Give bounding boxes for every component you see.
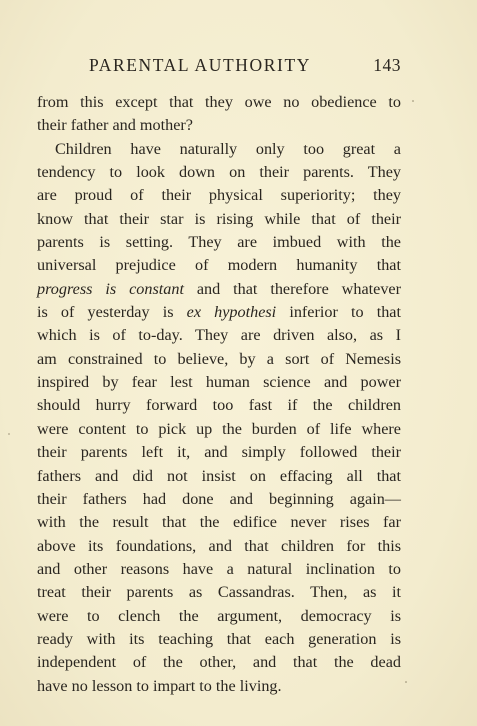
paper-speck — [412, 100, 414, 102]
text-segment: Children have naturally only too great a — [55, 139, 401, 158]
text-line — [37, 138, 401, 161]
running-title: PARENTAL AUTHORITY — [89, 55, 312, 75]
text-line — [37, 418, 401, 441]
italic-phrase: progress is constant — [37, 279, 184, 298]
text-segment: independent of the other, and that the dead — [37, 653, 401, 672]
text-segment: should hurry forward too fast if the children — [37, 396, 401, 415]
text-line — [37, 254, 401, 277]
text-segment: were to clench the argument, democracy is — [37, 606, 401, 625]
text-line — [37, 441, 401, 464]
text-line — [37, 394, 401, 417]
text-line — [37, 488, 401, 511]
text-line — [37, 371, 401, 394]
text-line — [37, 651, 401, 674]
text-segment: have no lesson to impart to the living. — [37, 676, 282, 695]
text-line — [37, 278, 401, 301]
text-line — [37, 465, 401, 488]
text-line — [37, 208, 401, 231]
text-segment: their fathers had done and beginning again— — [37, 489, 401, 508]
text-segment: were content to pick up the burden of life where — [37, 419, 401, 438]
text-segment: and other reasons have a natural inclination to — [37, 559, 401, 578]
paper-speck — [8, 433, 10, 435]
page-number: 143 — [373, 55, 401, 75]
text-line — [37, 348, 401, 371]
text-segment: inspired by fear lest human science and power — [37, 373, 401, 392]
text-line — [37, 558, 401, 581]
text-line — [37, 511, 401, 534]
paper-speck — [405, 681, 407, 683]
text-line — [37, 675, 401, 698]
text-segment: which is of to-day. They are driven also, as I — [37, 326, 401, 345]
text-line — [37, 161, 401, 184]
text-segment: know that their star is rising while that of their — [37, 209, 401, 228]
text-segment: are proud of their physical superiority; they — [37, 186, 401, 205]
text-segment: their parents left it, and simply followed their — [37, 443, 401, 462]
text-line — [37, 535, 401, 558]
text-segment: is of yesterday is — [37, 303, 187, 322]
text-line — [37, 301, 401, 324]
text-line — [37, 324, 401, 347]
text-segment: treat their parents as Cassandras. Then, as it — [37, 583, 401, 602]
text-line — [37, 605, 401, 628]
text-line — [37, 628, 401, 651]
text-segment: and that therefore whatever — [183, 279, 401, 298]
text-segment: ready with its teaching that each generation is — [37, 629, 401, 648]
text-segment: from this except that they owe no obedience to — [37, 93, 401, 111]
page-header — [37, 55, 401, 79]
text-segment: with the result that the edifice never rises far — [37, 513, 401, 532]
text-line — [37, 184, 401, 207]
text-segment: parents is setting. They are imbued with the — [37, 233, 401, 252]
text-line — [37, 91, 401, 114]
text-segment: above its foundations, and that children for this — [37, 536, 401, 555]
text-segment: universal prejudice of modern humanity that — [37, 256, 401, 275]
text-segment: their father and mother? — [37, 116, 193, 135]
text-line — [37, 114, 401, 137]
text-segment: tendency to look down on their parents. They — [37, 163, 401, 182]
body-text — [37, 91, 401, 698]
text-segment: am constrained to believe, by a sort of Nemesis — [37, 349, 401, 368]
italic-phrase: ex hypothesi — [186, 303, 277, 322]
text-line — [37, 581, 401, 604]
text-line — [37, 231, 401, 254]
text-segment: inferior to that — [276, 303, 401, 322]
text-segment: fathers and did not insist on effacing all that — [37, 466, 401, 485]
